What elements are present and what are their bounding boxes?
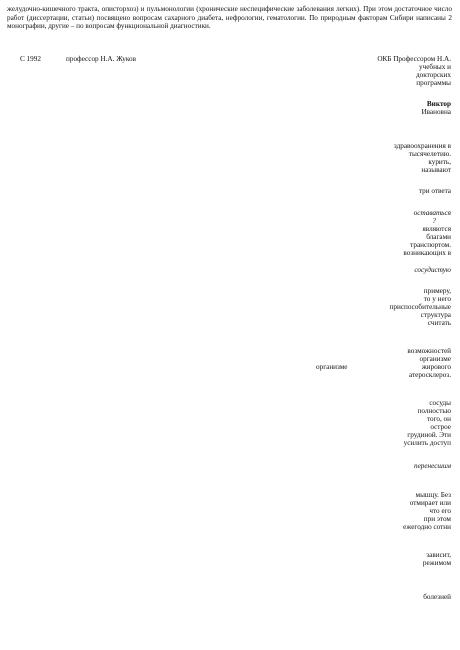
fragment: примеру, xyxy=(423,287,451,295)
fragment: того, он xyxy=(426,415,451,423)
fragment: благами xyxy=(426,233,451,241)
right-header: ОКБ Профессором Н.А. xyxy=(377,55,451,63)
fragment: являются xyxy=(422,225,451,233)
fragment: болезней xyxy=(423,593,451,601)
fragment-italic: сосудистую xyxy=(414,266,451,274)
fragment: считать xyxy=(427,319,451,327)
fragment: усилить доступ xyxy=(403,439,451,447)
fragment: транспортом. xyxy=(410,241,451,249)
fragment: зависит, xyxy=(426,551,451,559)
fragment: атеросклероз. xyxy=(409,371,451,379)
fragment: грудиной. Эти xyxy=(407,431,451,439)
fragment: отмирает или xyxy=(409,499,451,507)
professor-name: профессор Н.А. Жуков xyxy=(66,55,136,63)
fragment: возможностей xyxy=(407,347,451,355)
fragment-italic: оставаться xyxy=(413,209,451,217)
fragment: острое xyxy=(430,423,451,431)
fragment: здравоохранения в xyxy=(393,142,451,150)
fragment-bold: Виктор xyxy=(426,100,451,108)
fragment: сосуды xyxy=(429,399,451,407)
fragment: мышцу. Без xyxy=(415,491,451,499)
fragment: организме xyxy=(419,355,451,363)
fragment: то у него xyxy=(423,295,451,303)
fragment: полностью xyxy=(417,407,451,415)
fragment: называют xyxy=(421,166,451,174)
since-year: С 1992 xyxy=(20,55,41,63)
fragment: учебных и xyxy=(419,63,451,71)
fragment: режимом xyxy=(422,559,451,567)
fragment: Ивановна xyxy=(421,108,451,116)
fragment: ежегодно сотни xyxy=(403,523,451,531)
fragment: что его xyxy=(429,507,451,515)
fragment: курить, xyxy=(428,158,451,166)
fragment: тысячелетию. xyxy=(408,150,451,158)
fragment: жирового xyxy=(421,363,451,371)
fragment-italic: ? xyxy=(432,217,436,225)
fragment: возникающих в xyxy=(403,249,451,257)
fragment: докторских xyxy=(415,71,451,79)
fragment-italic: перенесшим xyxy=(413,462,451,470)
fragment: приспособительные xyxy=(389,303,451,311)
fragment: три ответа xyxy=(418,187,451,195)
intro-paragraph: желудочно-кишечного тракта, описторхоз) и пульмонологии (хронические неспецифические заболевания легких). При этом достаточное число работ (диссертации, статьи) посвящено вопросам сахарного диабета, нефрологии, гематологии. По природным факторам Сибири написаны 2 монографии, другие – по вопросам функциональной диагностики. xyxy=(7,5,452,31)
fragment: при этом xyxy=(423,515,451,523)
fragment: структура xyxy=(420,311,451,319)
fragment: программы xyxy=(416,79,451,87)
left-word: организме xyxy=(316,363,348,371)
